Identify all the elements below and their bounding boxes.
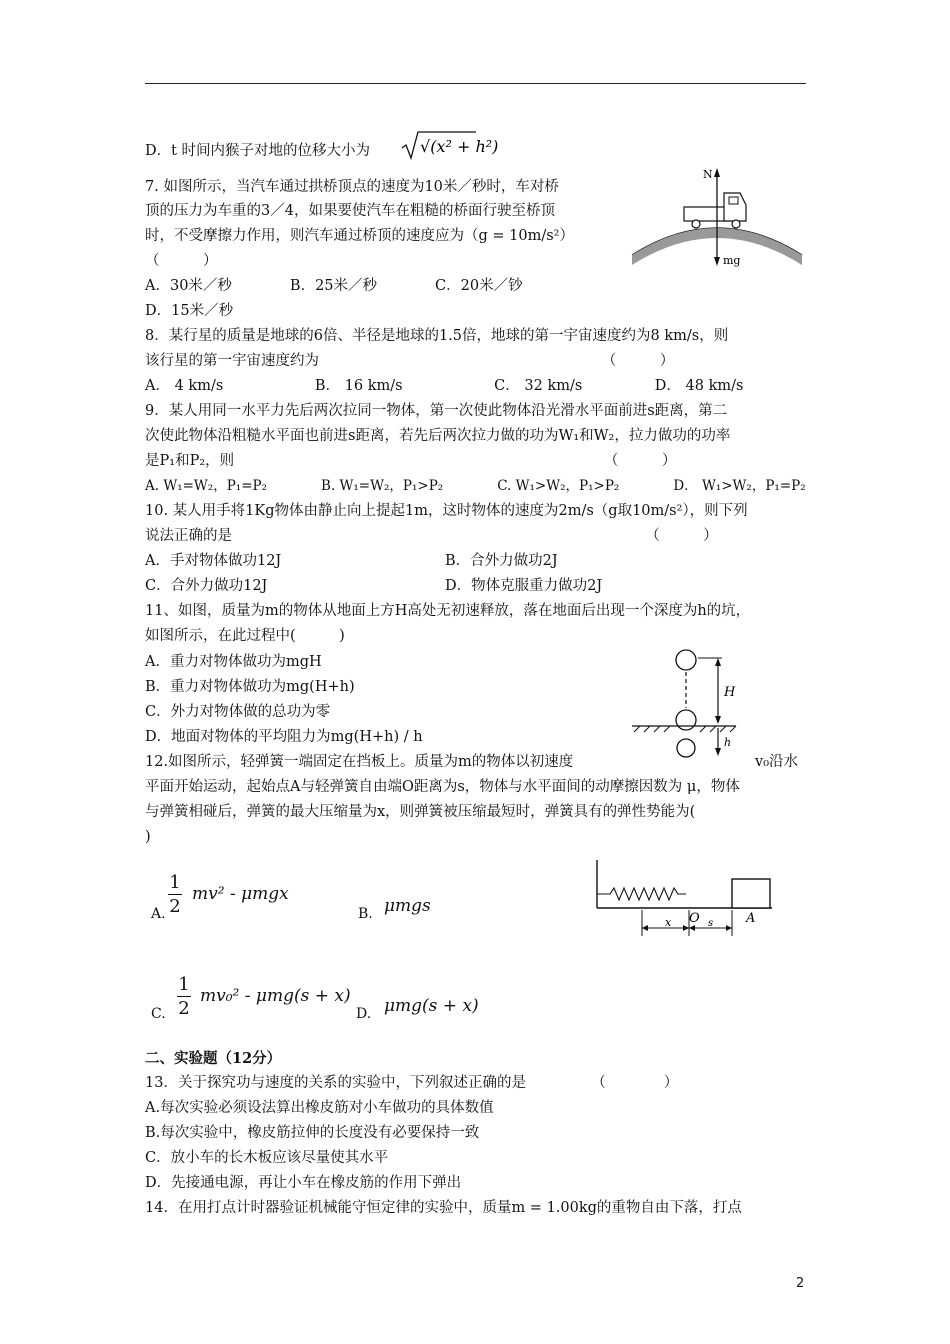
- q7-blank: （ ）: [145, 253, 218, 269]
- q9-options: A. W₁=W₂，P₁=P₂ B. W₁=W₂，P₁>P₂ C. W₁>W₂，P₁>P₂ D． W₁>W₂，P₁=P₂: [145, 478, 806, 494]
- q12-option-a-label: A.: [151, 906, 166, 922]
- fraction-bar: [168, 894, 182, 895]
- q10-option-a: A．手对物体做功12J: [145, 553, 282, 569]
- q10-option-b: B．合外力做功2J: [445, 553, 558, 569]
- q8-line-2: 该行星的第一宇宙速度约为 （ ）: [145, 353, 675, 369]
- q14-stem: 14．在用打点计时器验证机械能守恒定律的实验中，质量m = 1.00kg的重物自由下落，打点: [145, 1200, 742, 1216]
- q6-sqrt-formula: [400, 128, 499, 167]
- q12-option-c-half: [177, 974, 191, 1019]
- q11-option-a: A．重力对物体做功为mgH: [145, 654, 322, 670]
- q13-stem: 13．关于探究功与速度的关系的实验中，下列叙述正确的是 （ ）: [145, 1075, 679, 1091]
- spring-O-label: O: [689, 911, 700, 926]
- bridge-n-label: N: [703, 168, 713, 181]
- q12-line-4: ): [145, 829, 151, 845]
- page-number: 2: [796, 1276, 805, 1291]
- q11-option-c: C．外力对物体做的总功为零: [145, 704, 331, 720]
- q9-line-2: 次使此物体沿粗糙水平面也前进s距离，若先后两次拉力做的功为W₁和W₂，拉力做功的功率: [145, 428, 731, 444]
- q11-option-b: B．重力对物体做功为mg(H+h): [145, 679, 355, 695]
- spring-s-label: s: [708, 918, 714, 929]
- q12-option-d-expr: μmg(s + x): [384, 996, 479, 1016]
- sqrt-formula-svg: [400, 128, 499, 162]
- q7-line-3: 时，不受摩擦力作用，则汽车通过桥顶的速度应为（g = 10m/s²）: [145, 228, 574, 244]
- q11-line-2: 如图所示，在此过程中( ): [145, 628, 345, 644]
- q12-option-a-expr: mv² - μmgx: [192, 884, 289, 904]
- drop-figure: [628, 646, 748, 758]
- drop-h-label: h: [724, 736, 732, 749]
- section-2-heading: 二、实验题（12分）: [145, 1050, 282, 1067]
- q12-option-b-label: B.: [358, 906, 373, 922]
- bridge-figure: [628, 163, 806, 275]
- q11-option-d: D．地面对物体的平均阻力为mg(H+h) / h: [145, 729, 423, 745]
- half-numerator: 1: [178, 974, 190, 995]
- q12-line-1b: v₀沿水: [755, 754, 799, 770]
- q6-option-d: D．t 时间内猴子对地的位移大小为: [145, 143, 371, 159]
- header-rule: [145, 83, 806, 84]
- q7-line-1: 7. 如图所示，当汽车通过拱桥顶点的速度为10米／秒时，车对桥: [145, 179, 559, 195]
- q12-option-c-expr: mv₀² - μmg(s + x): [200, 986, 351, 1006]
- half-denominator: 2: [169, 896, 181, 917]
- q12-line-1a: 12.如图所示，轻弹簧一端固定在挡板上。质量为m的物体以初速度: [145, 754, 574, 770]
- q7-options-abc: A．30米／秒 B．25米／秒 C．20米／钞: [145, 278, 523, 294]
- q12-line-3: 与弹簧相碰后，弹簧的最大压缩量为x，则弹簧被压缩最短时，弹簧具有的弹性势能为(: [145, 804, 696, 820]
- q12-option-a-half: [168, 872, 182, 917]
- bridge-mg-label: mg: [723, 254, 741, 267]
- spring-figure: [592, 858, 776, 940]
- q11-line-1: 11、如图，质量为m的物体从地面上方H高处无初速释放，落在地面后出现一个深度为h的坑，: [145, 603, 751, 619]
- q12-option-b-expr: μmgs: [384, 896, 431, 916]
- drop-H-label: H: [724, 685, 736, 700]
- q10-line-2: 说法正确的是 （ ）: [145, 528, 718, 544]
- q8-options: A． 4 km/s B． 16 km/s C． 32 km/s D． 48 km/s: [145, 378, 744, 394]
- q13-option-b: B.每次实验中，橡皮筋拉伸的长度没有必要保持一致: [145, 1125, 480, 1141]
- q13-option-c: C．放小车的长木板应该尽量使其水平: [145, 1150, 389, 1166]
- q7-option-d: D．15米／秒: [145, 303, 234, 319]
- q10-line-1: 10. 某人用手将1Kg物体由静止向上提起1m，这时物体的速度为2m/s（g取10m/s²），则下列: [145, 503, 748, 519]
- q12-option-d-label: D.: [356, 1006, 372, 1022]
- q13-option-d: D．先接通电源，再让小车在橡皮筋的作用下弹出: [145, 1175, 462, 1191]
- q12-line-2: 平面开始运动，起始点A与轻弹簧自由端O距离为s，物体与水平面间的动摩擦因数为 μ，物体: [145, 779, 740, 795]
- fraction-bar: [177, 996, 191, 997]
- q8-line-1: 8．某行星的质量是地球的6倍、半径是地球的1.5倍，地球的第一宇宙速度约为8 km/s，则: [145, 328, 729, 344]
- q13-option-a: A.每次实验必须设法算出橡皮筋对小车做功的具体数值: [145, 1100, 494, 1116]
- q10-option-d: D．物体克服重力做功2J: [445, 578, 603, 594]
- q9-line-1: 9．某人用同一水平力先后两次拉同一物体，第一次使此物体沿光滑水平面前进s距离，第二: [145, 403, 728, 419]
- spring-A-label: A: [746, 911, 756, 926]
- half-numerator: 1: [169, 872, 181, 893]
- q9-line-3: 是P₁和P₂，则 （ ）: [145, 453, 677, 469]
- spring-x-label: x: [665, 916, 672, 929]
- q12-option-c-label: C.: [151, 1006, 166, 1022]
- q7-line-2: 顶的压力为车重的3／4，如果要使汽车在粗糙的桥面行驶至桥顶: [145, 203, 555, 219]
- q10-option-c: C．合外力做功12J: [145, 578, 268, 594]
- sqrt-formula-text: √(x² + h²): [420, 137, 499, 156]
- half-denominator: 2: [178, 998, 190, 1019]
